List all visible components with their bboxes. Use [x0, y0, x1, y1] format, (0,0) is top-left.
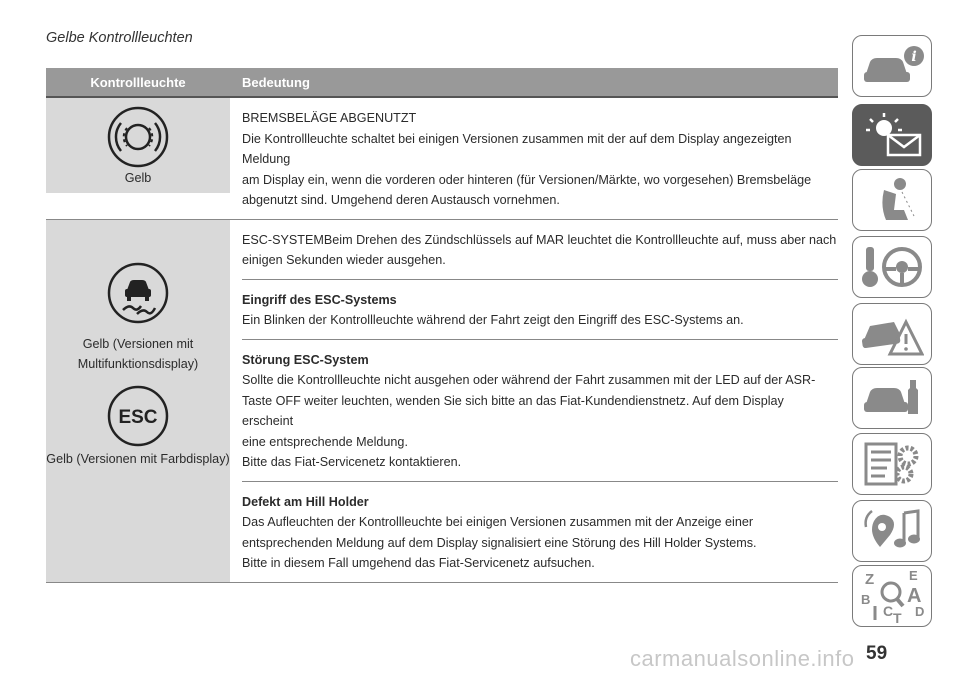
section-heading: Defekt am Hill Holder [242, 494, 369, 509]
text-line: Das Aufleuchten der Kontrollleuchte bei einigen Versionen zusammen mit der Anzeige einer [242, 515, 754, 529]
brake-pad-wear-icon [107, 106, 169, 168]
index-letter: Z [865, 571, 875, 588]
page-title: Gelbe Kontrollleuchten [46, 30, 193, 46]
car-service-icon [860, 374, 924, 422]
text-line: BREMSBELÄGE ABGENUTZT [242, 111, 417, 125]
tab-index[interactable] [852, 565, 932, 627]
indicator-caption: Multifunktionsdisplay) [77, 357, 199, 371]
meaning-text [242, 339, 838, 481]
text-line: Die Kontrollleuchte schaltet bei einigen Versionen zusammen mit der auf dem Display angezeigten Meldung [242, 131, 792, 166]
text-line: entsprechenden Meldung auf dem Display signalisiert eine Störung des Hill Holder Systems. [242, 535, 757, 550]
tab-multimedia[interactable] [852, 500, 932, 562]
indicator-caption: Gelb [124, 171, 152, 185]
index-letter: C [883, 603, 894, 619]
index-letter: T [893, 610, 902, 624]
section-heading: Störung ESC-System [242, 352, 369, 367]
watermark: carmanualsonline.info [630, 646, 855, 671]
text-line: eine entsprechende Meldung. [242, 434, 408, 449]
indicator-cell [46, 98, 230, 193]
tab-service[interactable] [852, 367, 932, 429]
indicator-caption: Gelb (Versionen mit Farbdisplay) [46, 451, 230, 466]
meaning-cell [230, 220, 838, 582]
table-row [46, 220, 838, 583]
multimedia-icon [860, 507, 924, 555]
car-crash-warning-icon [860, 310, 924, 358]
header-indicator: Kontrollleuchte [90, 74, 186, 90]
warning-light-message-icon [860, 111, 924, 159]
tab-car-info[interactable] [852, 35, 932, 97]
tab-emergency[interactable] [852, 303, 932, 365]
specs-gears-icon [860, 440, 924, 488]
index-letter: A [907, 585, 922, 607]
section-heading: Eingriff des ESC-Systems [242, 292, 397, 307]
text-line: Bitte das Fiat-Servicenetz kontaktieren. [242, 455, 462, 469]
meaning-cell [230, 98, 838, 219]
svg-text:i: i [911, 49, 917, 65]
seat-safety-icon [862, 176, 922, 224]
skidding-car-icon [107, 262, 169, 324]
text-line: einigen Sekunden wieder ausgehen. [242, 253, 446, 267]
esc-icon-label: ESC [118, 406, 158, 428]
text-line: Sollte die Kontrollleuchte nicht ausgehen oder während der Fahrt zusammen mit der LED auf der ASR- [242, 373, 816, 387]
tab-safety[interactable] [852, 169, 932, 231]
esc-icon [107, 385, 169, 447]
indicator-cell [46, 220, 230, 582]
index-letter: E [909, 568, 918, 583]
key-steering-wheel-icon [860, 243, 924, 291]
page-number: 59 [866, 643, 888, 664]
text-line: ESC-SYSTEMBeim Drehen des Zündschlüssels auf MAR leuchtet die Kontrollleuchte auf, muss aber nach [242, 232, 837, 247]
index-letter: D [915, 604, 925, 619]
meaning-text [242, 481, 838, 582]
car-info-icon [860, 44, 924, 88]
warning-lights-table [46, 68, 838, 583]
text-line: abgenutzt sind. Umgehend deren Austausch vornehmen. [242, 193, 560, 207]
tab-technical-data[interactable] [852, 433, 932, 495]
meaning-text [242, 98, 838, 219]
tab-warning-lights[interactable] [852, 104, 932, 166]
index-letter: B [861, 592, 871, 607]
tab-starting-driving[interactable] [852, 236, 932, 298]
meaning-text [242, 220, 838, 279]
indicator-caption: Gelb (Versionen mit [82, 336, 194, 351]
text-line: Taste OFF weiter leuchten, wenden Sie sich bitte an das Fiat-Kundendienstnetz. Auf dem Display erscheint [242, 393, 784, 428]
table-row [46, 98, 838, 220]
header-meaning: Bedeutung [242, 74, 310, 90]
meaning-text [242, 279, 838, 339]
alphabetical-index-icon [857, 568, 927, 624]
text-line: Ein Blinken der Kontrollleuchte während der Fahrt zeigt den Eingriff des ESC-Systems an. [242, 313, 744, 327]
text-line: Bitte in diesem Fall umgehend das Fiat-Servicenetz aufsuchen. [242, 556, 595, 570]
table-header [46, 68, 838, 96]
text-line: am Display ein, wenn die vorderen oder hinteren (für Versionen/Märkte, wo vorgesehen) Bremsbeläge [242, 172, 812, 187]
